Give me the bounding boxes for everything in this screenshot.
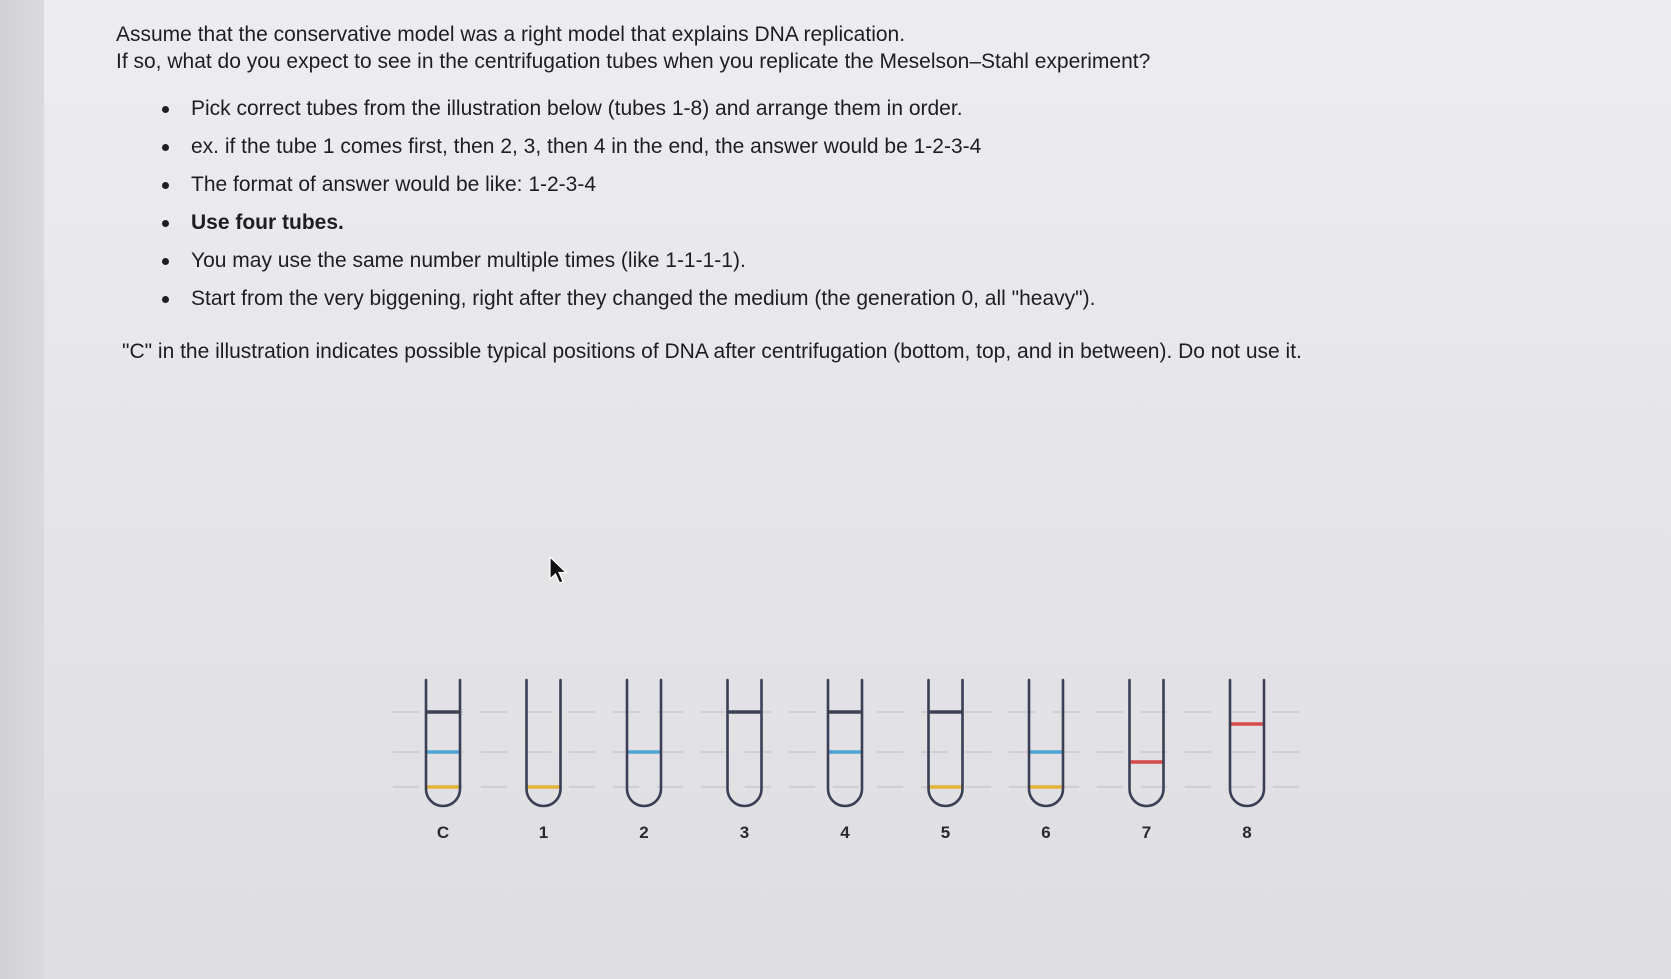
tube-label: C (436, 823, 450, 842)
instruction-text: Start from the very biggening, right after they changed the medium (the generation 0, all "heavy"). (191, 287, 1096, 310)
tube-group (426, 680, 1264, 842)
question-line-2: If so, what do you expect to see in the centrifugation tubes when you replicate the Meselson–Stahl experiment? (116, 50, 1151, 73)
tube (728, 680, 762, 842)
tube (426, 680, 460, 842)
guide-lines (393, 712, 1302, 787)
tube-label: 8 (1242, 823, 1252, 842)
tube-label: 5 (940, 823, 951, 842)
tube (929, 680, 963, 842)
tube-label: 2 (639, 823, 649, 842)
tube-label: 7 (1141, 823, 1152, 842)
instruction-text: The format of answer would be like: 1-2-3-4 (191, 173, 597, 196)
instruction-text: Pick correct tubes from the illustration below (tubes 1-8) and arrange them in order. (191, 97, 963, 120)
instruction-text: You may use the same number multiple times (like 1-1-1-1). (191, 249, 746, 272)
tube (1230, 680, 1264, 842)
illustration-note: "C" in the illustration indicates possible typical positions of DNA after centrifugation (bottom, top, and in between). Do not use it. (122, 340, 1302, 363)
question-line-1: Assume that the conservative model was a right model that explains DNA replication. (116, 23, 906, 46)
tube (627, 680, 661, 842)
mouse-cursor-icon (548, 555, 570, 585)
tube (527, 680, 561, 842)
tube-label: 4 (840, 823, 850, 842)
tube-label: 6 (1041, 823, 1051, 842)
instruction-text: Use four tubes. (191, 211, 344, 234)
tube (828, 680, 862, 842)
tube-label: 3 (739, 823, 750, 842)
tube (1130, 680, 1164, 842)
tube-label: 1 (538, 823, 549, 842)
tube (1029, 680, 1063, 842)
instruction-text: ex. if the tube 1 comes first, then 2, 3, then 4 in the end, the answer would be 1-2-3-4 (191, 135, 982, 158)
